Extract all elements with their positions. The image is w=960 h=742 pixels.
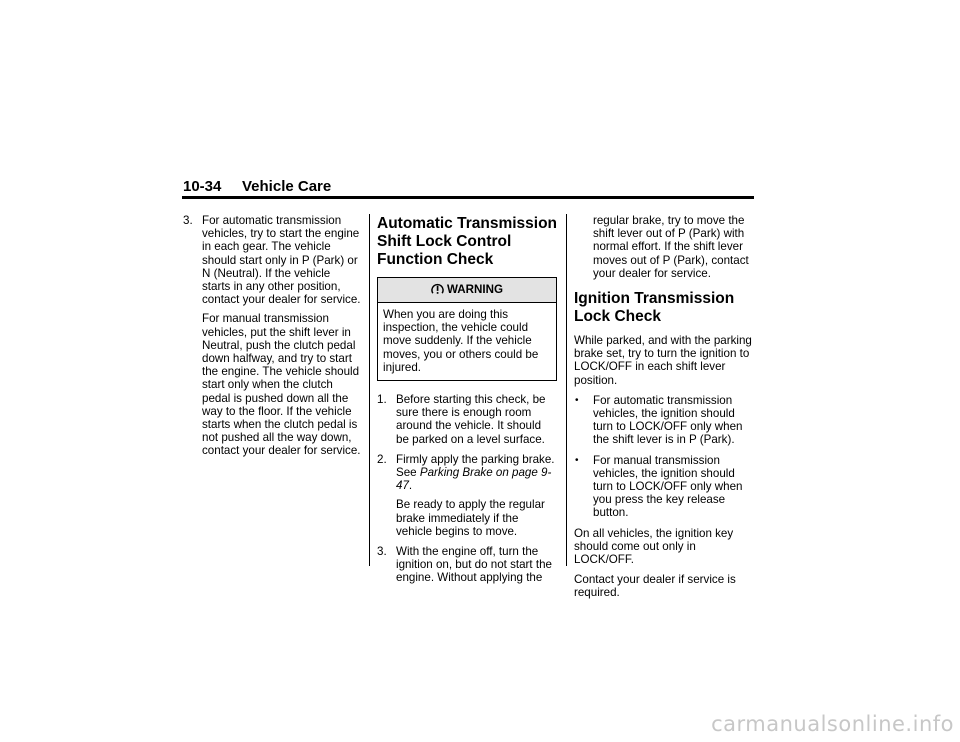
warning-label: WARNING bbox=[446, 283, 504, 296]
list-number: 2. bbox=[377, 452, 387, 466]
paragraph: Contact your dealer if service is required. bbox=[574, 573, 736, 600]
list-text: With the engine off, turn the ignition on, but do not start the engine. Without applying the bbox=[396, 545, 552, 585]
column-2 bbox=[377, 214, 557, 585]
paragraph: On all vehicles, the ignition key should come out only in LOCK/OFF. bbox=[574, 526, 734, 567]
page-reference-link[interactable]: Parking Brake on page 9-47 bbox=[396, 466, 552, 493]
list-number: 1. bbox=[377, 393, 387, 407]
column-divider-2 bbox=[566, 214, 567, 566]
bullet-item bbox=[574, 454, 756, 520]
section-heading: Ignition Transmission Lock Check bbox=[574, 290, 735, 326]
list-text-end: . bbox=[408, 479, 413, 493]
watermark: carmanualsonline.info bbox=[711, 712, 954, 736]
column-3 bbox=[574, 214, 756, 607]
bullet-item bbox=[574, 394, 756, 447]
sub-paragraph: Be ready to apply the regular brake immediately if the vehicle begins to move. bbox=[396, 498, 545, 538]
bullet-text: For automatic transmission vehicles, the ignition should turn to LOCK/OFF only when the shift lever is in P (Park). bbox=[593, 393, 743, 447]
column-divider-1 bbox=[369, 214, 370, 566]
warning-icon bbox=[431, 283, 444, 296]
sub-paragraph: For manual transmission vehicles, put the shift lever in Neutral, push the clutch pedal down halfway, and try to start the engine. The vehicle should start only when the clutch pedal is pushed down all the way to the floor. If the vehicle starts when the clutch pedal is not pushed all the way down, contact your dealer for service. bbox=[202, 312, 361, 458]
warning-text: When you are doing this inspection, the vehicle could move suddenly. If the vehicle moves, you or others could be injured. bbox=[383, 308, 539, 374]
list-item-2 bbox=[377, 453, 557, 493]
header-rule bbox=[182, 196, 754, 199]
column-1 bbox=[183, 214, 361, 458]
bullet-icon: • bbox=[575, 454, 579, 466]
list-text: Before starting this check, be sure there is enough room around the vehicle. It should be parked on a level surface. bbox=[396, 393, 546, 446]
warning-box bbox=[377, 277, 557, 381]
list-text: For automatic transmission vehicles, try to start the engine in each gear. The vehicle should start only in P (Park) or N (Neutral). If the vehicle starts in any other position, contact your dealer for service. bbox=[202, 214, 361, 307]
intro-paragraph: While parked, and with the parking brake set, try to turn the ignition to LOCK/OFF in each shift lever position. bbox=[574, 334, 752, 387]
section-heading: Automatic Transmission Shift Lock Control Function Check bbox=[377, 215, 558, 268]
list-number: 3. bbox=[377, 545, 387, 559]
list-item-1 bbox=[377, 393, 557, 446]
warning-header bbox=[378, 278, 556, 303]
section-title: Vehicle Care bbox=[242, 178, 332, 195]
continued-text: regular brake, try to move the shift lever out of P (Park) with normal effort. If the shift lever moves out of P (Park), contact your dealer for service. bbox=[593, 214, 749, 280]
list-item-3 bbox=[377, 545, 557, 585]
bullet-text: For manual transmission vehicles, the ignition should turn to LOCK/OFF only when you press the key release button. bbox=[593, 453, 743, 520]
page-number: 10-34 bbox=[183, 178, 222, 195]
list-number: 3. bbox=[183, 214, 193, 227]
page-header bbox=[182, 178, 754, 198]
list-item-3 bbox=[183, 214, 361, 306]
list-text: Firmly apply the parking brake. See bbox=[396, 452, 555, 480]
bullet-icon: • bbox=[575, 394, 579, 406]
